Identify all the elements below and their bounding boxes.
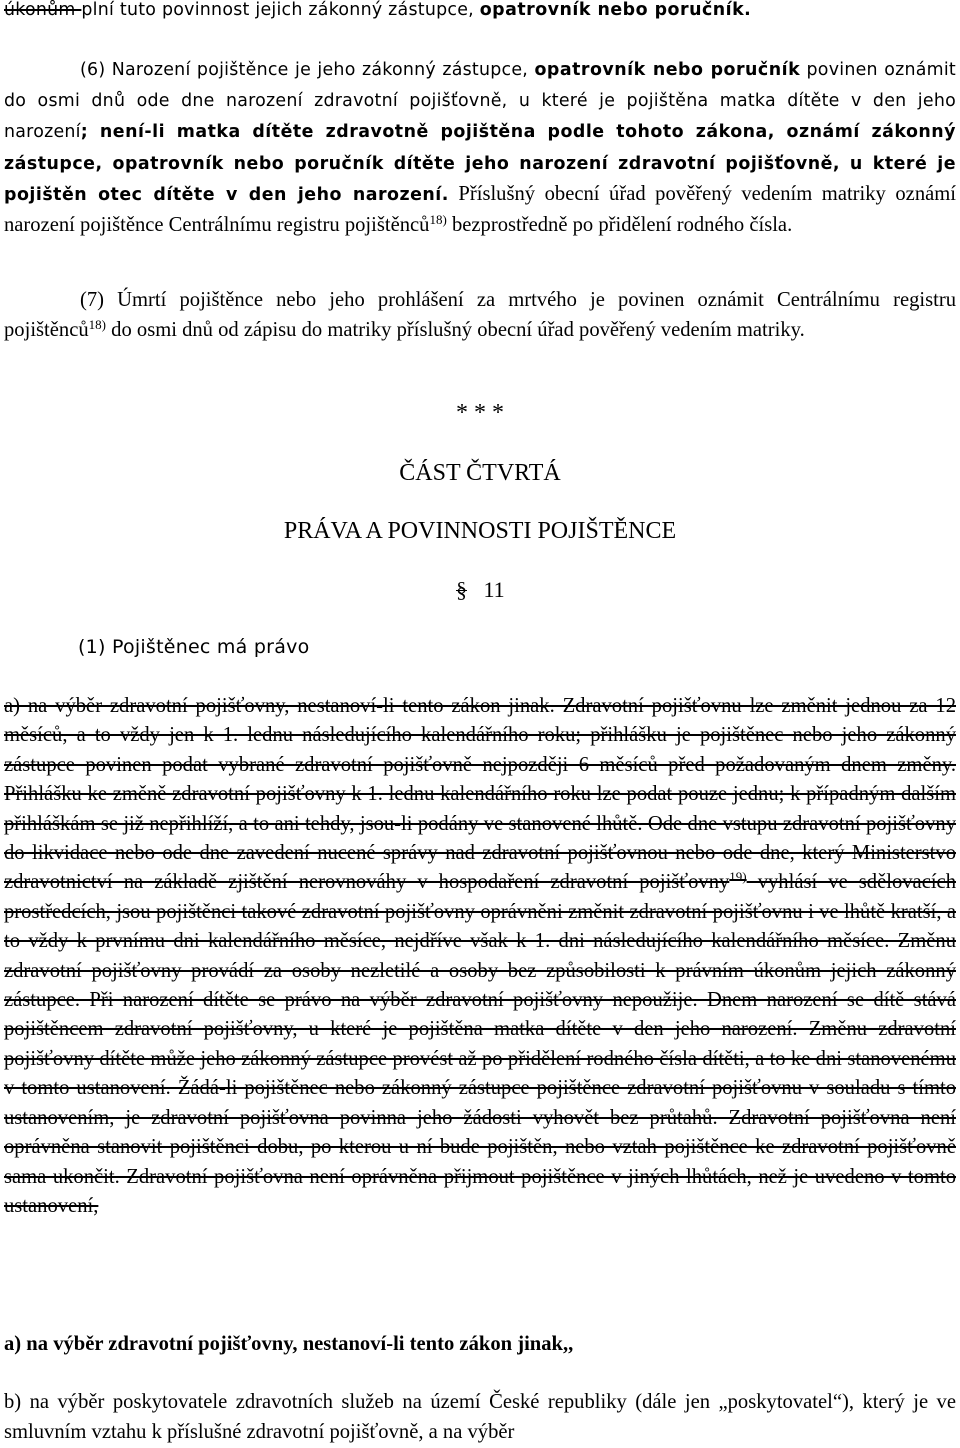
para6-text-3: Příslušný obecní úřad pověřený vedením matriky oznámí narození pojištěnce Centrálnímu registru pojištěnců [4, 182, 957, 237]
struck-a-text-2: vyhlásí ve sdělovacích prostředcích, jsou pojištěnci takové zdravotní pojišťovny oprávněni změnit zdravotní pojišťovnu i ve lhůtě kratší, a to vždy k prvnímu dni kalendářního měsíce, nejdříve však k 1. dni následujícího kalendářního měsíce. Změnu zdravotní pojišťovny provádí za osoby nezletilé a osoby bez způsobilosti k právním úkonům jejich zákonný zástupce. Při narození dítěte se právo na výběr zdravotní pojišťovny nepoužije. Dnem narození se dítě stává pojištěncem zdravotní pojišťovny, u které je pojištěna matka dítěte v den jeho narození. Změnu zdravotní pojišťovny dítěte může jeho zákonný zástupce provést až po přidělení rodného čísla dítěti, a to ke dni stanovenému v tomto ustanovení. Žádá-li pojištěnec nebo zákonný zástupce pojištěnce zdravotní pojišťovnu v souladu s tímto ustanovením, je zdravotní pojišťovna povinna jeho žádosti vyhovět bez průtahů. Zdravotní pojišťovna není oprávněna stanovit pojištěnci dobu, po kterou u ní bude pojištěn, nebo vztah pojištěnce ke zdravotní pojišťovně sama ukončit. Zdravotní pojišťovna není oprávněna přijmout pojištěnce v jiných lhůtách, než je uvedeno v tomto ustanovení, [4, 871, 956, 1217]
para6-text-2: povinen oznámit do osmi dnů ode dne narození zdravotní pojišťovně, u které je pojištěna matka dítěte v den jeho narození [4, 60, 956, 143]
paragraph-6 [4, 54, 956, 240]
section-symbol: § [456, 577, 467, 602]
para6-bold-1: opatrovník nebo poručník [534, 60, 801, 80]
top-line [4, 0, 956, 25]
struck-word: úkonům [4, 0, 82, 20]
separator-stars: * * * [456, 400, 504, 426]
paragraph-a-bold: a) na výběr zdravotní pojišťovny, nestanoví-li tento zákon jinak,, [4, 1333, 574, 1355]
para6-text-1: (6) Narození pojištěnce je jeho zákonný zástupce, [80, 60, 535, 80]
top-line-text: plní tuto povinnost jejich zákonný zástupce, [81, 0, 480, 20]
para7-text-1: (7) Úmrtí pojištěnce nebo jeho prohlášení za mrtvého je povinen oznámit Centrálnímu registru pojištěnců [4, 289, 956, 342]
footnote-ref-18: 18) [429, 212, 447, 228]
part-subtitle: PRÁVA A POVINNOSTI POJIŠTĚNCE [283, 518, 677, 544]
para6-bold-2: ; není-li matka dítěte zdravotně pojištěna podle tohoto zákona, oznámí zákonný zástupce, opatrovník nebo poručník dítěte jeho narození zdravotní pojišťovně, u které je pojištěn otec dítěte v den jeho narození. [4, 122, 956, 205]
footnote-ref-18: 18) [88, 317, 106, 333]
top-line-bold: opatrovník nebo poručník. [479, 0, 752, 20]
para6-text-4: bezprostředně po přidělení rodného čísla. [446, 214, 793, 237]
paragraph-b: b) na výběr poskytovatele zdravotních služeb na území České republiky (dále jen „poskytovatel“), který je ve smluvním vztahu k příslušné zdravotní pojišťovně, a na výběr [4, 1391, 956, 1443]
struck-paragraph-a [4, 692, 956, 1221]
section-number: 11 [483, 577, 505, 602]
struck-a-text-1: a) na výběr zdravotní pojišťovny, nestanoví-li tento zákon jinak. Zdravotní pojišťovnu lze změnit jednou za 12 měsíců, a to vždy jen k 1. lednu následujícího kalendářního roku; přihlášku je pojištěnec nebo jeho zákonný zástupce povinen podat vybrané zdravotní pojišťovně nejpozději 6 měsíců před požadovaným dnem změny. Přihlášku ke změně zdravotní pojišťovny k 1. lednu kalendářního roku lze podat pouze jednu; k případným dalším přihláškám se již nepřihlíží, a to ani tehdy, jsou-li podány ve stanovené lhůtě. Ode dne vstupu zdravotní pojišťovny do likvidace nebo ode dne zavedení nucené správy nad zdravotní pojišťovnou nebo ode dne, který Ministerstvo zdravotnictví na základě zjištění nerovnováhy v hospodaření zdravotní pojišťovny [4, 695, 956, 894]
section-11-intro: (1) Pojištěnec má právo [78, 636, 310, 658]
part-title: ČÁST ČTVRTÁ [399, 460, 561, 486]
paragraph-7 [4, 285, 956, 345]
footnote-ref-19: 19) [729, 869, 747, 885]
section-heading [456, 577, 505, 603]
para7-text-2: do osmi dnů od zápisu do matriky příslušný obecní úřad pověřený vedením matriky. [106, 319, 805, 342]
